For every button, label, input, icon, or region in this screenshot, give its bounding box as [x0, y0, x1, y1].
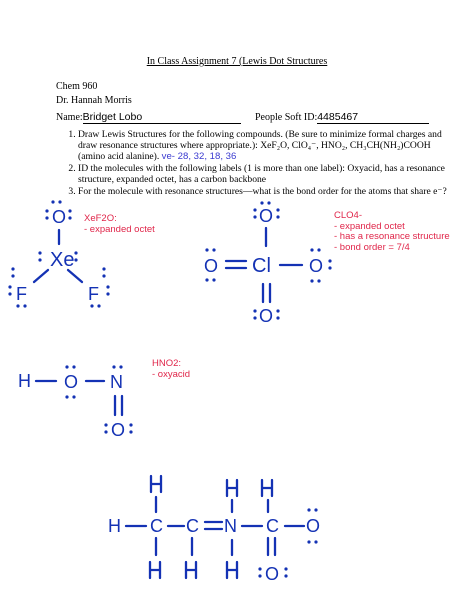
question-2: 2. ID the molecules with the following labels (1 is more than one label): Oxyacid, has a resonance structure, expanded octet, has a carbon backbone [78, 163, 458, 185]
clo4-atom-o-right: O [309, 256, 324, 276]
alanine-atom-o-right: O [306, 516, 321, 536]
question-3: 3. For the molecule with resonance structures—what is the bond order for the atoms that share e⁻? [78, 186, 458, 197]
xef2o-atom-o: O [52, 207, 67, 227]
course-label: Chem 960 [56, 81, 98, 92]
name-label: Name: [56, 112, 83, 123]
xef2o-atom-f-right: F [88, 284, 99, 304]
instructor-label: Dr. Hannah Morris [56, 95, 132, 106]
hno2-atom-o1: O [64, 372, 79, 392]
xef2o-atom-f-left: F [16, 284, 27, 304]
hno2-note: HNO2: - oxyacid [152, 358, 191, 380]
soft-id-label: People Soft ID: [255, 112, 318, 123]
question-1: 1. Draw Lewis Structures for the following compounds. (Be sure to minimize formal charges and draw resonance structures where appropriate.): XeF₂O, ClO₄⁻, HNO₂, CH₃CH(NH₂)COOH (amino acid alanine). ve- 28, 32, 18, 36 [78, 129, 458, 162]
hno2-atom-h: H [18, 371, 31, 391]
alanine-atom-c1: C [150, 516, 163, 536]
alanine-atom-o-bottom: O [265, 564, 280, 584]
xef2o-atom-xe: Xe [50, 249, 75, 271]
alanine-atom-c3: C [266, 516, 279, 536]
hno2-atom-n: N [110, 372, 123, 392]
hno2-atom-o2: O [111, 420, 126, 440]
clo4-atom-o-top: O [259, 206, 274, 226]
alanine-atom-c2: C [186, 516, 199, 536]
name-field[interactable]: Bridget Lobo [83, 111, 241, 124]
clo4-atom-cl: Cl [252, 255, 271, 277]
clo4-atom-o-left: O [204, 256, 219, 276]
assignment-title: In Class Assignment 7 (Lewis Dot Structures [146, 56, 328, 67]
alanine-atom-n: N [224, 516, 237, 536]
alanine-atom-h-left: H [108, 516, 121, 536]
soft-id-field[interactable]: 4485467 [317, 111, 429, 124]
xef2o-note: XeF2O: - expanded octet [84, 213, 155, 235]
clo4-atom-o-bottom: O [259, 306, 274, 326]
clo4-note: CLO4- - expanded octet - has a resonance structure - bond order = 7/4 [334, 210, 450, 253]
valence-electron-answer: ve- 28, 32, 18, 36 [161, 151, 237, 162]
